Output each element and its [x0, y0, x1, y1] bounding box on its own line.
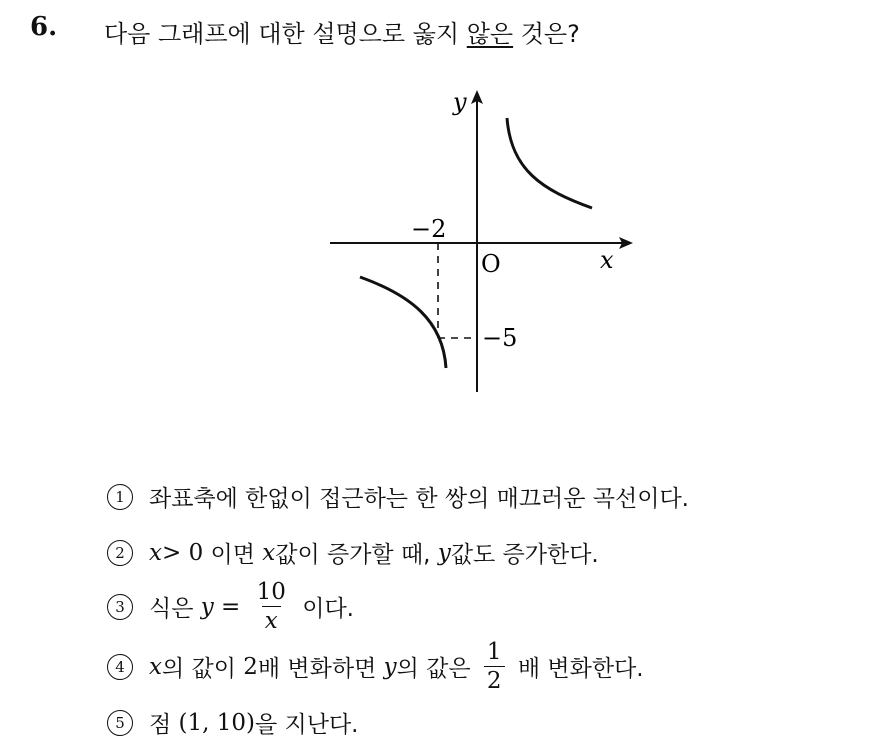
x-axis-label: x [600, 246, 614, 274]
choice-3-text-b: 이다. [294, 596, 354, 623]
choice-2-text-c: 값도 증가한다. [450, 542, 599, 568]
choice-4-text-b: 배 변화하면 [257, 656, 384, 683]
choice-3-numerator: 10 [256, 579, 286, 605]
choice-3-equals: = [213, 593, 248, 620]
choice-5-point: (1, 10) [178, 709, 255, 736]
question-text-part1: 다음 그래프에 대한 설명으로 옳지 [104, 20, 467, 48]
hyperbola-graph [320, 80, 640, 400]
choice-3-var-y: y [200, 593, 214, 620]
curve-first-quadrant [507, 118, 592, 208]
choice-1[interactable] [107, 480, 689, 513]
question-text-part2: 것은? [513, 20, 580, 48]
choice-3-denominator: x [262, 606, 281, 633]
choice-4-denominator: 2 [484, 666, 505, 693]
choice-4-mark: 4 [107, 654, 133, 680]
choice-5-text-b: 을 지난다. [255, 712, 359, 738]
y-axis-label: y [453, 88, 467, 116]
choice-3-fraction [254, 580, 289, 633]
choice-2-text-b: 값이 증가할 때, [275, 542, 438, 568]
choice-2-inequality: > 0 [161, 539, 204, 566]
question-text [104, 14, 580, 49]
choice-4-text-c: 의 값은 [396, 656, 478, 683]
choice-2-text-a: 이면 [203, 542, 263, 568]
question-underlined-word: 않은 [466, 20, 514, 48]
choice-5-text-a: 점 [149, 712, 179, 738]
choice-3-mark: 3 [107, 594, 133, 620]
choice-5[interactable] [107, 706, 359, 739]
choice-4-var-x: x [149, 653, 162, 680]
choice-4-numerator: 1 [486, 639, 502, 665]
choice-3-text-a: 식은 [149, 596, 201, 623]
choice-4-fraction [484, 640, 505, 693]
choice-5-mark: 5 [107, 710, 133, 736]
y-marker-label: −5 [482, 324, 518, 352]
choice-4-text-a: 의 값이 [161, 656, 244, 683]
x-marker-label: −2 [411, 215, 447, 243]
question-number: 6. [30, 12, 58, 42]
choice-2[interactable] [107, 536, 599, 569]
choice-2-var-y: y [437, 539, 451, 566]
choice-2-mark: 2 [107, 540, 133, 566]
choice-4-number: 2 [243, 653, 258, 680]
choice-1-text: 좌표축에 한없이 접근하는 한 쌍의 매끄러운 곡선이다. [149, 486, 689, 512]
choice-4-var-y: y [383, 653, 397, 680]
origin-label: O [481, 250, 501, 278]
choice-4[interactable] [107, 640, 644, 693]
choice-4-text-d: 배 변화한다. [510, 656, 644, 683]
choice-2-var-x: x [149, 539, 162, 566]
choice-2-var-x2: x [262, 539, 276, 566]
curve-third-quadrant [360, 277, 446, 368]
choice-1-mark: 1 [107, 484, 133, 510]
choice-3[interactable] [107, 580, 354, 633]
